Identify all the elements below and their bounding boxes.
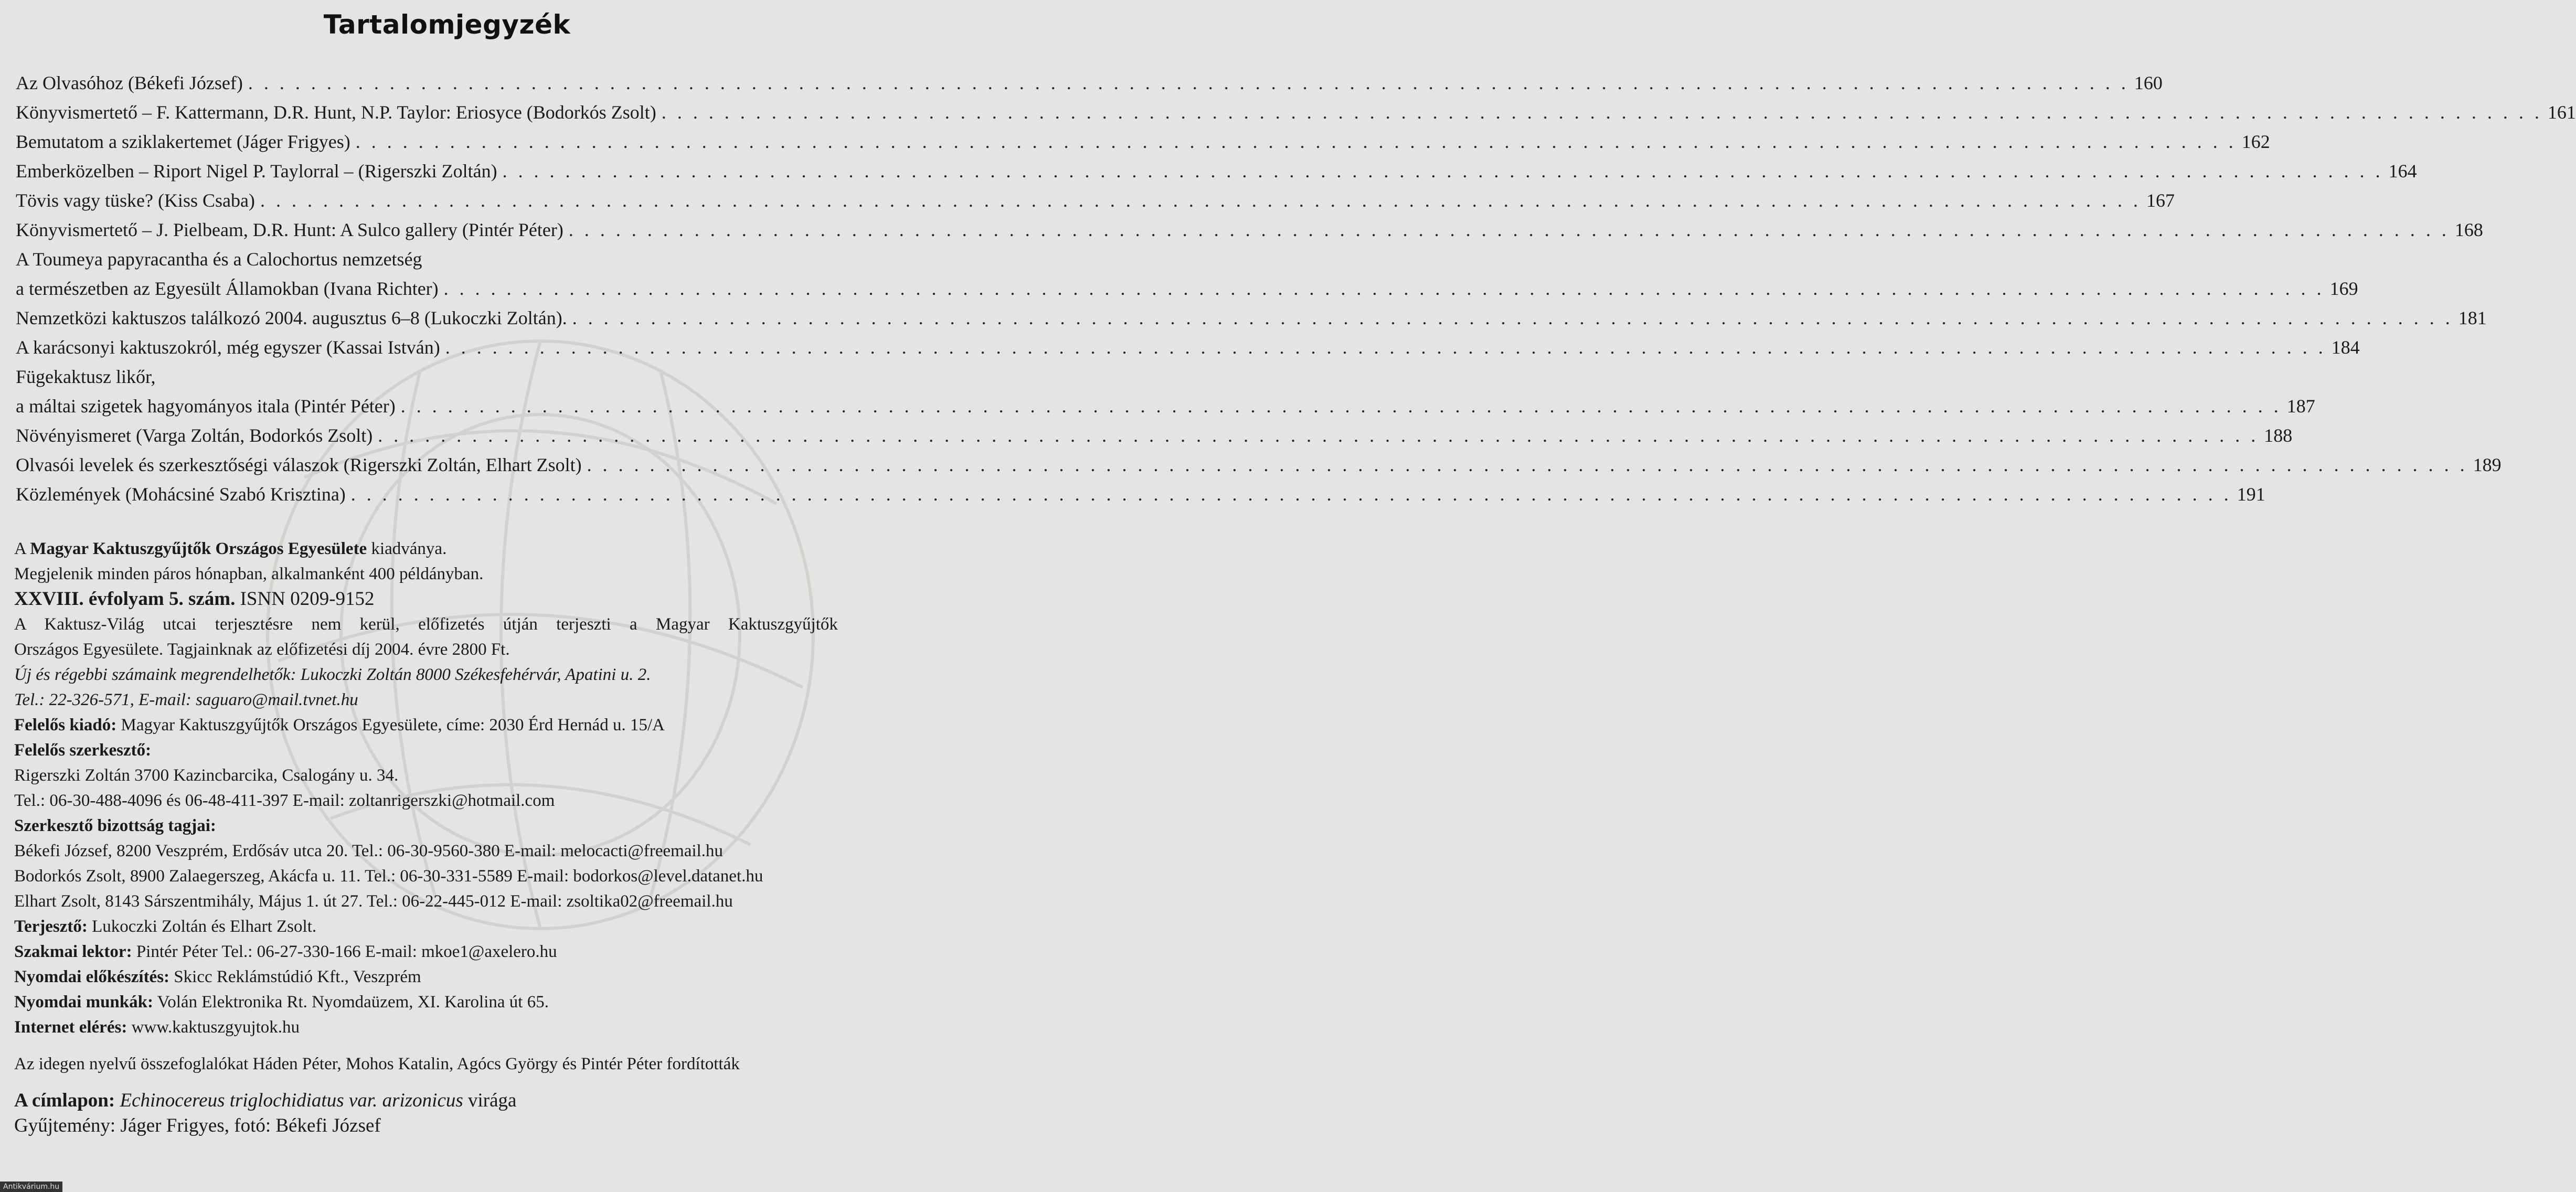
toc-page-number: 189	[2473, 454, 2502, 475]
toc-page-number: 191	[2237, 484, 2265, 505]
toc-entry-title: Az Olvasóhoz (Békefi József)	[16, 72, 243, 93]
toc-leader-dots: . . . . . . . . . . . . . . . . . . . . . . . . . . . . . . . . . . . . . . . . . . . . . . . . . . . . . . . . . . . . . . . . . . . . . . . . . . . . . . . . . . . . . . . . . . . . . . . . . . . . . . . . . . . . . . . . . . . . . . . .	[572, 307, 2453, 328]
toc-leader-dots: . . . . . . . . . . . . . . . . . . . . . . . . . . . . . . . . . . . . . . . . . . . . . . . . . . . . . . . . . . . . . . . . . . . . . . . . . . . . . . . . . . . . . . . . . . . . . . . . . . . . . . . . . . . . . . . . . . . . . . . .	[587, 454, 2468, 475]
order-line-1: Új és régebbi számaink megrendelhetők: Lukoczki Zoltán 8000 Székesfehérvár, Apatini u. 2.	[14, 665, 651, 684]
toc-page-number: 160	[2134, 72, 2163, 93]
printing-line: Nyomdai munkák: Volán Elektronika Rt. Nyomdaüzem, XI. Karolina út 65.	[14, 993, 549, 1012]
toc-entry	[16, 450, 2502, 480]
editor-label: Felelős szerkesztő:	[14, 741, 152, 760]
toc-entry	[16, 186, 2175, 215]
responsible-publisher: Felelős kiadó: Magyar Kaktuszgyűjtők Országos Egyesülete, címe: 2030 Érd Hernád u. 15/A	[14, 716, 665, 735]
collection-line: Gyűjtemény: Jáger Frigyes, fotó: Békefi József	[14, 1115, 381, 1136]
toc-entry	[16, 68, 2163, 98]
toc-entry	[16, 362, 2315, 421]
toc-entry	[16, 244, 2358, 303]
toc-entry-title: Közlemények (Mohácsiné Szabó Krisztina)	[16, 484, 346, 505]
toc-entry-title: Bemutatom a sziklakertemet (Jáger Frigyes)	[16, 131, 350, 152]
prepress-line: Nyomdai előkészítés: Skicc Reklámstúdió Kft., Veszprém	[14, 967, 421, 986]
toc-leader-dots: . . . . . . . . . . . . . . . . . . . . . . . . . . . . . . . . . . . . . . . . . . . . . . . . . . . . . . . . . . . . . . . . . . . . . . . . . . . . . . . . . . . . . . . . . . . . . . . . . . . . . . . . . . . . . . . . . . . . . . . .	[400, 396, 2282, 417]
publisher-org: Magyar Kaktuszgyűjtők Országos Egyesülete	[30, 539, 367, 558]
editor-contact: Tel.: 06-30-488-4096 és 06-48-411-397 E-mail: zoltanrigerszki@hotmail.com	[14, 791, 555, 810]
toc-page-number: 169	[2329, 278, 2358, 299]
toc-leader-dots: . . . . . . . . . . . . . . . . . . . . . . . . . . . . . . . . . . . . . . . . . . . . . . . . . . . . . . . . . . . . . . . . . . . . . . . . . . . . . . . . . . . . . . . . . . . . . . . . . . . . . . . . . . . . . . . . . . . . . . . .	[350, 484, 2232, 505]
publication-info	[14, 536, 838, 1138]
toc-leader-dots: . . . . . . . . . . . . . . . . . . . . . . . . . . . . . . . . . . . . . . . . . . . . . . . . . . . . . . . . . . . . . . . . . . . . . . . . . . . . . . . . . . . . . . . . . . . . . . . . . . . . . . . . . . . . . . . . . . . . . . . .	[260, 190, 2141, 211]
page-title: Tartalomjegyzék	[323, 9, 571, 40]
toc-leader-dots: . . . . . . . . . . . . . . . . . . . . . . . . . . . . . . . . . . . . . . . . . . . . . . . . . . . . . . . . . . . . . . . . . . . . . . . . . . . . . . . . . . . . . . . . . . . . . . . . . . . . . . . . . . . . . . . . . . . . . . . .	[568, 219, 2450, 240]
toc-page-number: 188	[2264, 425, 2293, 446]
toc-leader-dots: . . . . . . . . . . . . . . . . . . . . . . . . . . . . . . . . . . . . . . . . . . . . . . . . . . . . . . . . . . . . . . . . . . . . . . . . . . . . . . . . . . . . . . . . . . . . . . . . . . . . . . . . . . . . . . . . . . . . . . . .	[443, 278, 2325, 299]
toc-entry-title: Tövis vagy tüske? (Kiss Csaba)	[16, 190, 255, 211]
distribution-line-1: A Kaktusz-Világ utcai terjesztésre nem kerül, előfizetés útján terjeszti a Magyar Kaktuszgyűjtők	[14, 615, 838, 634]
toc-entry	[16, 156, 2417, 186]
watermark-label: Antikvárium.hu	[0, 1182, 62, 1192]
toc-entry	[16, 480, 2265, 509]
publisher-line: A Magyar Kaktuszgyűjtők Országos Egyesülete kiadványa.	[14, 539, 447, 558]
toc-entry-title: Nemzetközi kaktuszos találkozó 2004. augusztus 6–8 (Lukoczki Zoltán).	[16, 307, 567, 328]
editor-address: Rigerszki Zoltán 3700 Kazincbarcika, Csalogány u. 34.	[14, 766, 399, 785]
volume-line: XXVIII. évfolyam 5. szám. ISNN 0209-9152	[14, 588, 375, 610]
toc-page-number: 181	[2458, 307, 2487, 328]
toc-page-number: 168	[2454, 219, 2483, 240]
toc-entry	[16, 303, 2487, 333]
toc-entry-title-line: Fügekaktusz likőr,	[16, 366, 156, 387]
toc-leader-dots: . . . . . . . . . . . . . . . . . . . . . . . . . . . . . . . . . . . . . . . . . . . . . . . . . . . . . . . . . . . . . . . . . . . . . . . . . . . . . . . . . . . . . . . . . . . . . . . . . . . . . . . . . . . . . . . . . . . . . . . .	[378, 425, 2259, 446]
frequency-line: Megjelenik minden páros hónapban, alkalmanként 400 példányban.	[14, 565, 484, 583]
toc-page-number: 167	[2146, 190, 2175, 211]
board-member: Békefi József, 8200 Veszprém, Erdősáv utca 20. Tel.: 06-30-9560-380 E-mail: melocacti@freemail.hu	[14, 842, 723, 860]
table-of-contents	[16, 68, 2576, 509]
lector-line: Szakmai lektor: Pintér Péter Tel.: 06-27-330-166 E-mail: mkoe1@axelero.hu	[14, 942, 557, 961]
toc-entry-title: Emberközelben – Riport Nigel P. Taylorral – (Rigerszki Zoltán)	[16, 161, 497, 182]
order-line-2: Tel.: 22-326-571, E-mail: saguaro@mail.tvnet.hu	[14, 690, 358, 709]
toc-entry	[16, 127, 2270, 156]
board-member: Bodorkós Zsolt, 8900 Zalaegerszeg, Akácfa u. 11. Tel.: 06-30-331-5589 E-mail: bodorkos@level.datanet.hu	[14, 867, 763, 886]
toc-entry	[16, 215, 2483, 244]
distribution-line-2: Országos Egyesülete. Tagjainknak az előfizetési díj 2004. évre 2800 Ft.	[14, 640, 510, 659]
toc-entry-title: a máltai szigetek hagyományos itala (Pintér Péter)	[16, 396, 396, 417]
translators-line: Az idegen nyelvű összefoglalókat Háden Péter, Mohos Katalin, Agócs György és Pintér Péter fordították	[14, 1055, 740, 1073]
toc-page-number: 164	[2388, 161, 2417, 182]
toc-entry	[16, 333, 2360, 362]
toc-entry-title: Olvasói levelek és szerkesztőségi válaszok (Rigerszki Zoltán, Elhart Zsolt)	[16, 454, 582, 475]
toc-entry-title: A karácsonyi kaktuszokról, még egyszer (Kassai István)	[16, 337, 440, 358]
toc-page-number: 161	[2547, 102, 2576, 123]
toc-leader-dots: . . . . . . . . . . . . . . . . . . . . . . . . . . . . . . . . . . . . . . . . . . . . . . . . . . . . . . . . . . . . . . . . . . . . . . . . . . . . . . . . . . . . . . . . . . . . . . . . . . . . . . . . . . . . . . . . . . . . . . . .	[248, 72, 2129, 93]
internet-line: Internet elérés: www.kaktuszgyujtok.hu	[14, 1018, 300, 1037]
toc-entry-title: a természetben az Egyesült Államokban (Ivana Richter)	[16, 278, 439, 299]
toc-page-number: 184	[2331, 337, 2360, 358]
toc-entry	[16, 421, 2293, 450]
toc-page-number: 187	[2286, 396, 2315, 417]
toc-page-number: 162	[2241, 131, 2270, 152]
toc-entry	[16, 98, 2576, 127]
toc-leader-dots: . . . . . . . . . . . . . . . . . . . . . . . . . . . . . . . . . . . . . . . . . . . . . . . . . . . . . . . . . . . . . . . . . . . . . . . . . . . . . . . . . . . . . . . . . . . . . . . . . . . . . . . . . . . . . . . . . . . . . . . .	[445, 337, 2326, 358]
cover-line: A címlapon: Echinocereus triglochidiatus var. arizonicus virága	[14, 1090, 517, 1111]
toc-leader-dots: . . . . . . . . . . . . . . . . . . . . . . . . . . . . . . . . . . . . . . . . . . . . . . . . . . . . . . . . . . . . . . . . . . . . . . . . . . . . . . . . . . . . . . . . . . . . . . . . . . . . . . . . . . . . . . . . . . . . . . . .	[355, 131, 2237, 152]
toc-leader-dots: . . . . . . . . . . . . . . . . . . . . . . . . . . . . . . . . . . . . . . . . . . . . . . . . . . . . . . . . . . . . . . . . . . . . . . . . . . . . . . . . . . . . . . . . . . . . . . . . . . . . . . . . . . . . . . . . . . . . . . . .	[502, 161, 2383, 182]
toc-leader-dots: . . . . . . . . . . . . . . . . . . . . . . . . . . . . . . . . . . . . . . . . . . . . . . . . . . . . . . . . . . . . . . . . . . . . . . . . . . . . . . . . . . . . . . . . . . . . . . . . . . . . . . . . . . . . . . . . . . . . . . . .	[661, 102, 2542, 123]
toc-entry-title: Könyvismertető – J. Pielbeam, D.R. Hunt: A Sulco gallery (Pintér Péter)	[16, 219, 563, 240]
board-label: Szerkesztő bizottság tagjai:	[14, 816, 216, 835]
board-member: Elhart Zsolt, 8143 Sárszentmihály, Május 1. út 27. Tel.: 06-22-445-012 E-mail: zsoltika02@freemail.hu	[14, 892, 733, 911]
toc-entry-title: Könyvismertető – F. Kattermann, D.R. Hunt, N.P. Taylor: Eriosyce (Bodorkós Zsolt)	[16, 102, 656, 123]
toc-entry-title-line: A Toumeya papyracantha és a Calochortus nemzetség	[16, 249, 422, 270]
distributor-line: Terjesztő: Lukoczki Zoltán és Elhart Zsolt.	[14, 917, 317, 936]
toc-entry-title: Növényismeret (Varga Zoltán, Bodorkós Zsolt)	[16, 425, 373, 446]
